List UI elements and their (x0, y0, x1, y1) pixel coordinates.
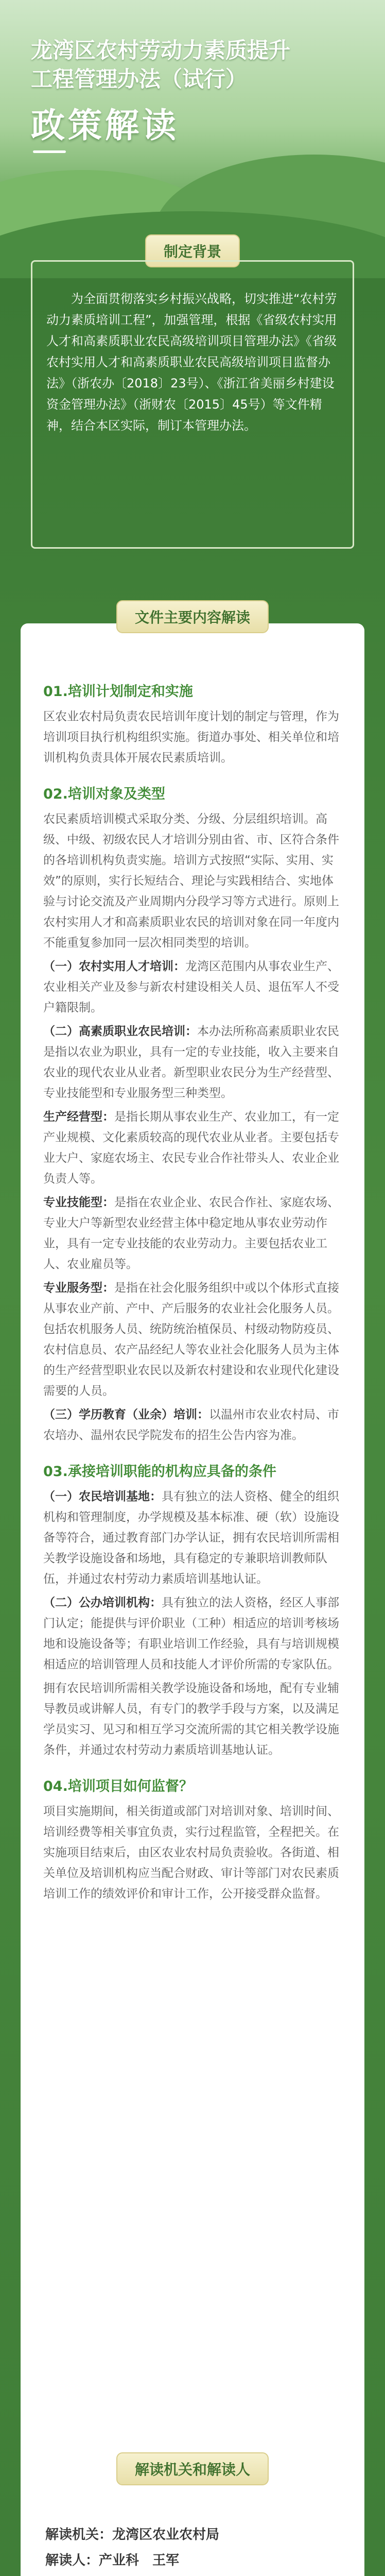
page-title: 龙湾区农村劳动力素质提升 工程管理办法（试行） (31, 38, 291, 92)
paragraph-label: 专业技能型： (43, 1196, 114, 1209)
paragraph-label: （一）农民培训基地： (43, 1490, 162, 1503)
section-title-1: 01.培训计划制定和实施 (43, 684, 193, 700)
paragraph (43, 1592, 342, 1675)
paragraph-body: 以温州市农业农村局、市农培办、温州农民学院发布的招生公告内容为准。 (43, 1408, 339, 1442)
background-tag: 制定背景 (145, 234, 240, 267)
paragraph-label: （一）农村实用人才培训： (43, 960, 185, 973)
paragraph-body: 是指长期从事农业生产、农业加工，有一定产业规模、文化素质较高的现代农业从业者。主要包括专业大户、家庭农场主、农民专业合作社带头人、农业企业负责人等。 (43, 1110, 339, 1185)
paragraph-label: 专业服务型： (43, 1281, 114, 1295)
section-text-1: 区农业农村局负责农民培训年度计划的制定与管理，作为培训项目执行机构组织实施。街道办事处、相关单位和培训机构负责具体开展农民素质培训。 (43, 710, 339, 765)
content-tag: 文件主要内容解读 (116, 600, 269, 633)
title-underline (33, 150, 66, 153)
page-subtitle: 政策解读 (31, 106, 179, 145)
paragraph (43, 1021, 342, 1104)
paragraph (43, 1192, 342, 1275)
paragraph (43, 956, 342, 1018)
paragraph-body: 是指在社会化服务组织中或以个体形式直接从事农业产前、产中、产后服务的农业社会化服务人员。包括农机服务人员、统防统治植保员、村级动物防疫员、农村信息员、农产品经纪人等农业社会化服务人员为主体的生产经营型职业农民以及新农村建设和农业现代化建设需要的人员。 (43, 1281, 339, 1398)
paragraph-label: 生产经营型： (43, 1110, 114, 1124)
paragraph-label: （二）公办培训机构： (43, 1596, 162, 1609)
paragraph-body: 是指在农业企业、农民合作社、家庭农场、专业大户等新型农业经营主体中稳定地从事农业劳动作业，具有一定专业技能的农业劳动力。主要包括农业工人、农业雇员等。 (43, 1196, 339, 1271)
paragraph-body: 本办法所称高素质职业农民是指以农业为职业，具有一定的专业技能，收入主要来自农业的现代农业从业者。新型职业农民分为生产经营型、专业技能型和专业服务型三种类型。 (43, 1025, 339, 1100)
paragraph-body: 具有独立的法人资格、健全的组织机构和管理制度，办学规模及基本标准、硬（软）设施设备等符合，通过教育部门办学认证，拥有农民培训所需相关教学设施设备和场地，具有稳定的专兼职培训教师队伍，并通过农村劳动力素质培训基地认证。 (43, 1490, 339, 1586)
footer-tag: 解读机关和解读人 (116, 2452, 269, 2485)
paragraph-body: 龙湾区范围内从事农业生产、农业相关产业及参与新农村建设相关人员、退伍军人不受户籍限制。 (43, 960, 339, 1014)
paragraph (43, 1486, 342, 1589)
paragraph-body: 具有独立的法人资格，经区人事部门认定；能提供与评价职业（工种）相适应的培训考核场地和设施设备等；有职业培训工作经验，具有与培训规模相适应的培训管理人员和技能人才评价所需的专家队伍。 (43, 1596, 339, 1671)
paragraph-label: （二）高素质职业农民培训： (43, 1025, 197, 1038)
footer-card (21, 2476, 364, 2576)
paragraph-label: （三）学历教育（业余）培训： (43, 1408, 209, 1421)
section-text-4: 项目实施期间，相关街道或部门对培训对象、培训时间、培训经费等相关事宜负责，实行过程监管，全程把关。在实施项目结束后，由区农业农村局负责验收。各街道、相关单位及培训机构应当配合财政、审计等部门对农民素质培训工作的绩效评价和审计工作，公开接受群众监督。 (43, 1805, 339, 1901)
contact-phone (45, 2573, 340, 2576)
interpreting-org: 解读机关：龙湾区农业农村局 (45, 2527, 220, 2543)
content-card (21, 623, 364, 2519)
paragraph (43, 1404, 342, 1446)
paragraph (43, 1107, 342, 1189)
section-title-2: 02.培训对象及类型 (43, 786, 165, 802)
section-title-3: 03.承接培训职能的机构应具备的条件 (43, 1464, 276, 1480)
paragraph (43, 1278, 342, 1401)
interpreter: 解读人：产业科 王军 (45, 2553, 180, 2568)
background-text: 为全面贯彻落实乡村振兴战略，切实推进“农村劳动力素质培训工程”，加强管理，根据《省级农村实用人才和高素质职业农民高级培训项目管理办法》《省级农村实用人才和高素质职业农民高级培训项目监督办法》（浙农办〔2018〕23号）、《浙江省美丽乡村建设资金管理办法》（浙财农〔2015〕45号）等文件精神，结合本区实际，制订本管理办法。 (46, 292, 337, 433)
paragraph: 拥有农民培训所需相关教学设施设备和场地，配有专业辅导教员或讲解人员，有专门的教学手段与方案，以及满足学员实习、见习和相互学习交流所需的其它相关教学设施条件，并通过农村劳动力素质培训基地认证。 (43, 1682, 339, 1757)
section-text-2: 农民素质培训模式采取分类、分级、分层组织培训。高级、中级、初级农民人才培训分别由省、市、区符合条件的各培训机构负责实施。培训方式按照“实际、实用、实效”的原则，实行长短结合、理论与实践相结合、实地体验与讨论交流及产业周期内分段学习等方式进行。原则上农村实用人才和高素质职业农民的培训对象在同一年度内不能重复参加同一层次相同类型的培训。 (43, 812, 339, 950)
section-title-4: 04.培训项目如何监督？ (43, 1778, 193, 1794)
